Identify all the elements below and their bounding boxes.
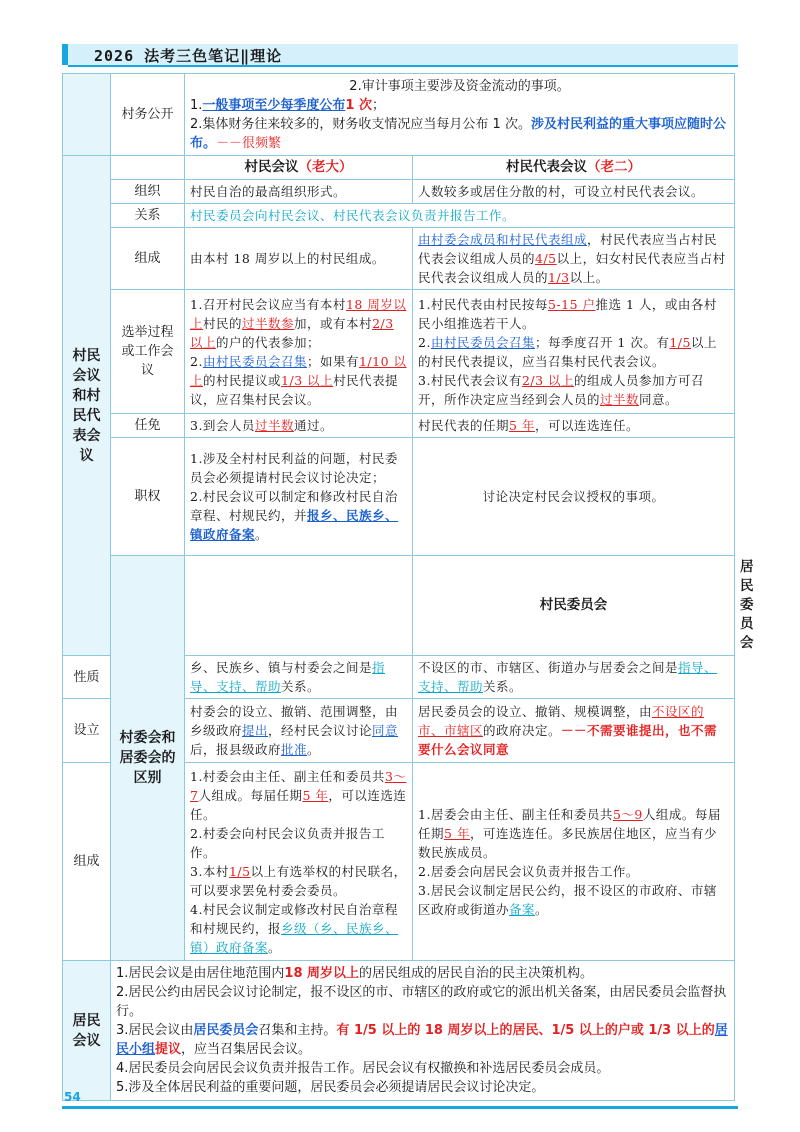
cwgk-line0: 2.审计事项主要涉及资金流动的事项。 — [349, 78, 570, 94]
cwgk-line1: 1.一般事项至少每季度公布1 次； — [190, 97, 386, 113]
header-empty — [111, 156, 185, 180]
row-label-sl: 设立 — [63, 699, 111, 763]
sl-a: 村委会的设立、撤销、范围调整，由乡级政府提出，经村民会议讨论同意后，报县级政府批准。 — [185, 699, 413, 763]
row-label-zc: 组成 — [111, 228, 185, 290]
jm-p3: 3.居民会议由居民委员会召集和主持。有 1/5 以上的 18 周岁以上的居民、1/5 以上的户或 1/3 以上的居民小组提议，应当召集居民会议。 — [116, 1023, 728, 1057]
zz-b: 人数较多或居住分散的村，可设立村民代表会议。 — [413, 180, 735, 204]
jm-p5: 5.涉及全体居民利益的重要问题，居民委员会必须提请居民会议讨论决定。 — [116, 1080, 545, 1095]
footer-line — [62, 1106, 738, 1109]
xj-b: 1.村民代表由村民按每5-15 户推选 1 人，或由各村民小组推选若干人。 2.由村民委员会召集；每季度召开 1 次。有1/5以上的村民代表提议，应当召集村民代表会议。 3.村民代表会议有2/3 以上的组成人员参加方可召开，所作决定应当经到会人员的过半数同意。 — [413, 290, 735, 414]
header-village-committee: 村民委员会 — [413, 556, 735, 656]
cw-zc-a: 1.村委会由主任、副主任和委员共3～7人组成。每届任期5 年，可以连选连任。 2.村委会向村民会议负责并报告工作。 3.本村1/5以上有选举权的村民联名，可以要求罢免村委会委员。 4.村民会议制定或修改村民自治章程和村规民约，报乡级（乡、民族乡、镇）政府备案。 — [185, 763, 413, 961]
category-committee-diff: 村委会和居委会的区别 — [111, 556, 185, 961]
category-villager-meeting: 村民会议和村民代表会议 — [63, 156, 111, 656]
xj-a: 1.召开村民会议应当有本村18 周岁以上村民的过半数参加，或有本村2/3 以上的户的代表参加； 2.由村民委员会召集；如果有1/10 以上的村民提议或1/3 以上村民代表提议，应召集村民会议。 — [185, 290, 413, 414]
header-empty-2 — [185, 556, 413, 656]
jm-content — [111, 961, 735, 1101]
notes-table: 村务公开 2.审计事项主要涉及资金流动的事项。 1.一般事项至少每季度公布1 次； 2.集体财务往来较多的，财务收支情况应当每月公布 1 次。涉及村民利益的重大事项应随时公布。－－很频繁 村民会议和村民代表会议 村民会议（老大） 村民代表会议（老二） 组织 村民自治的最高组织形式。 人数较多或居住分散的村，可设立村民代表会议。 关系 村民委员会向村民会议、村民代表会议负责并报告工作。 组成 由本村 18 周岁以上的村民组成。 由村委会成员和村民代表组成，村民代表应当占村民代表会议组成人员的4/5以上，妇女村民代表应当占村民代表会议组成人员的1/3以上。 选举过程或工作会议 1.召开村民会议应当有本村18 周岁以上村民的过半数参加，或有本村2/3 以上的户的代表参加； 2.由村民委员会召集；如果有1/10 以上的村民提议或1/3 以上村民代表提议，应召集村民会议。 1.村民代表由村民按每5-15 户推选 1 人，或由各村民小组推选若干人。 2.由村民委员会召集；每季度召开 1 次。有1/5以上的村民代表提议，应当召集村民代表会议。 3.村民代表会议有2/3 以上的组成人员参加方可召开，所作决定应当经到会人员的过半数同意。 任免 3.到会人员过半数通过。 村民代表的任期5 年，可以连选连任。 职权 1.涉及全村村民利益的问题，村民委员会必须提请村民会议讨论决定； 2.村民会议可以制定和修改村民自治章程、村规民约，并报乡、民族乡、镇政府备案。 讨论决定村民会议授权的事项。 村委会和居委会的区别 村民委员会 居民委员会 性质 乡、民族乡、镇与村委会之间是指导、支持、帮助关系。 不设区的市、市辖区、街道办与居委会之间是指导、支持、帮助关系。 设立 村委会的设立、撤销、范围调整，由乡级政府提出，经村民会议讨论同意后，报县级政府批准。 居民委员会的设立、撤销、规模调整，由不设区的市、市辖区的政府决定。－－不需要谁提出，也不需要什么会议同意 组成 1.村委会由主任、副主任和委员共3～7人组成。每届任期5 年，可以连选连任。 2.村委会向村民会议负责并报告工作。 3.本村1/5以上有选举权的村民联名，可以要求罢免村委会委员。 4.村民会议制定或修改村民自治章程和村规民约，报乡级（乡、民族乡、镇）政府备案。 1.居委会由主任、副主任和委员共5～9人组成。每届任期5 年，可连选连任。多民族居住地区，应当有少数民族成员。 2.居委会向居民会议负责并报告工作。 3.居民会议制定居民公约，报不设区的市政府、市辖区政府或街道办备案。 居民会议 1.居民会议是由居住地范围内18 周岁以上的居民组成的居民自治的民主决策机构。 2.居民公约由居民会议讨论制定，报不设区的市、市辖区的政府或它的派出机关备案，由居民委员会监督执行。 3.居民会议由居民委员会召集和主持。有 1/5 以上的 18 周岁以上的居民、1/5 以上的户或 1/3 以上的居民小组提议，应当召集居民会议。 4.居民委员会向居民会议负责并报告工作。居民会议有权撤换和补选居民委员会成员。 5.涉及全体居民利益的重要问题，居民委员会必须提请居民会议讨论决定。 — [62, 73, 735, 1101]
rm-b: 村民代表的任期5 年，可以连选连任。 — [413, 414, 735, 438]
zq-a: 1.涉及全村村民利益的问题，村民委员会必须提请村民会议讨论决定； 2.村民会议可以制定和修改村民自治章程、村规民约，并报乡、民族乡、镇政府备案。 — [185, 438, 413, 556]
row-label-rm: 任免 — [111, 414, 185, 438]
row-label-zq: 职权 — [111, 438, 185, 556]
jm-p4: 4.居民委员会向居民会议负责并报告工作。居民会议有权撤换和补选居民委员会成员。 — [116, 1061, 610, 1076]
gx-text: 村民委员会向村民会议、村民代表会议负责并报告工作。 — [185, 204, 735, 228]
category-resident-meeting: 居民会议 — [63, 961, 111, 1101]
jm-p1: 1.居民会议是由居住地范围内18 周岁以上的居民组成的居民自治的民主决策机构。 — [116, 966, 594, 981]
row-label-xz: 性质 — [63, 656, 111, 699]
header-villager-rep-meeting: 村民代表会议（老二） — [413, 156, 735, 180]
row-label-cw-zc: 组成 — [63, 763, 111, 961]
page-number: 54 — [64, 1090, 81, 1104]
row-label-gx: 关系 — [111, 204, 185, 228]
row-label-zz: 组织 — [111, 180, 185, 204]
xz-b: 不设区的市、市辖区、街道办与居委会之间是指导、支持、帮助关系。 — [413, 656, 735, 699]
xz-a: 乡、民族乡、镇与村委会之间是指导、支持、帮助关系。 — [185, 656, 413, 699]
zz-a: 村民自治的最高组织形式。 — [185, 180, 413, 204]
sl-b: 居民委员会的设立、撤销、规模调整，由不设区的市、市辖区的政府决定。－－不需要谁提出，也不需要什么会议同意 — [413, 699, 735, 763]
cw-zc-b: 1.居委会由主任、副主任和委员共5～9人组成。每届任期5 年，可连选连任。多民族居住地区，应当有少数民族成员。 2.居委会向居民会议负责并报告工作。 3.居民会议制定居民公约，报不设区的市政府、市辖区政府或街道办备案。 — [413, 763, 735, 961]
page-header — [62, 44, 738, 65]
cwgk-content — [185, 74, 735, 156]
row-label-xj: 选举过程或工作会议 — [111, 290, 185, 414]
header-underline — [68, 65, 738, 67]
header-title: 2026 法考三色笔记‖理论 — [94, 47, 283, 65]
zc-a: 由本村 18 周岁以上的村民组成。 — [185, 228, 413, 290]
category-empty — [63, 74, 111, 156]
header-villager-meeting: 村民会议（老大） — [185, 156, 413, 180]
row-label-cwgk: 村务公开 — [111, 74, 185, 156]
rm-a: 3.到会人员过半数通过。 — [185, 414, 413, 438]
cwgk-line2: 2.集体财务往来较多的，财务收支情况应当每月公布 1 次。涉及村民利益的重大事项应随时公布。－－很频繁 — [190, 116, 726, 151]
jm-p2: 2.居民公约由居民会议讨论制定，报不设区的市、市辖区的政府或它的派出机关备案，由居民委员会监督执行。 — [116, 985, 727, 1019]
zq-b: 讨论决定村民会议授权的事项。 — [413, 438, 735, 556]
zc-b: 由村委会成员和村民代表组成，村民代表应当占村民代表会议组成人员的4/5以上，妇女村民代表应当占村民代表会议组成人员的1/3以上。 — [413, 228, 735, 290]
